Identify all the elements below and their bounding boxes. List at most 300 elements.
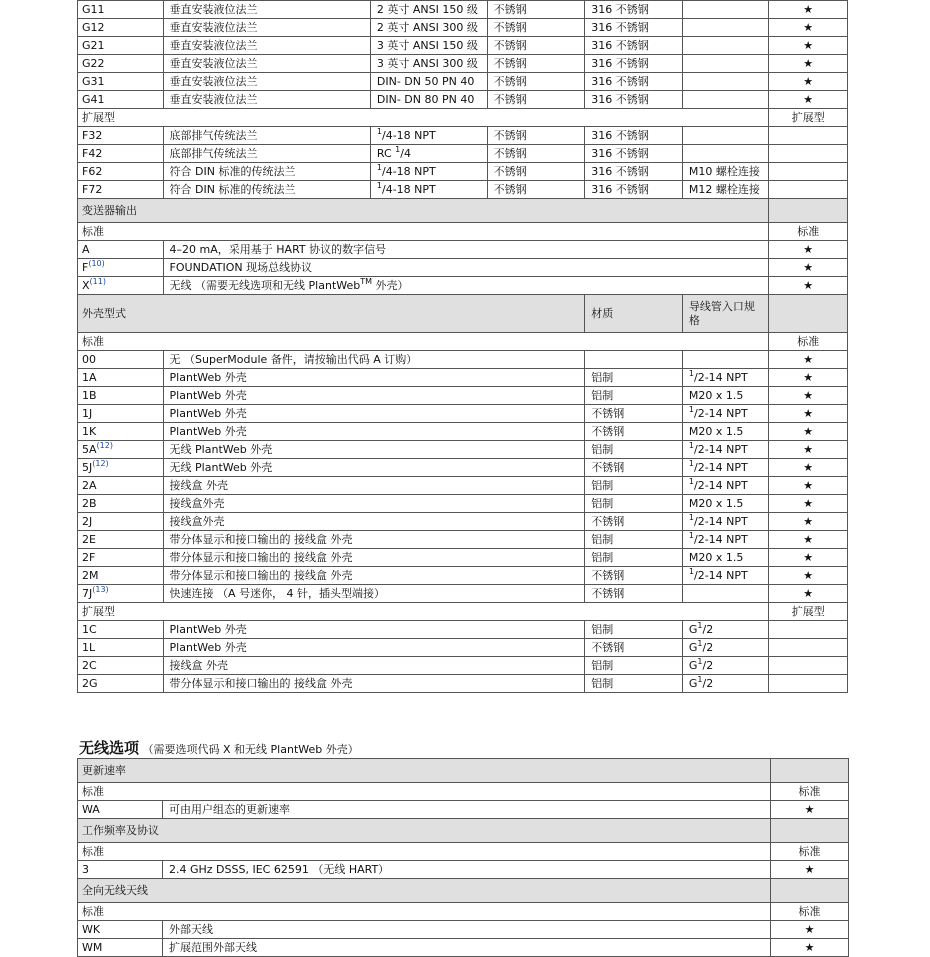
housing-material: 不锈钢 [585,585,683,603]
trademark-sup: TM [360,277,373,286]
wireless-section-title: 工作频率及协议 [78,819,771,843]
bolting-note [682,145,769,163]
option-description: PlantWeb 外壳 [163,621,585,639]
section-header-right [771,819,849,843]
flange-material: 不锈钢 [487,145,585,163]
option-description: PlantWeb 外壳 [163,405,585,423]
section-header-row [78,759,849,783]
option-description: 带分体显示和接口输出的 接线盒 外壳 [163,549,585,567]
wireless-section-title: 更新速率 [78,759,771,783]
flange-material: 不锈钢 [487,1,585,19]
drain-vent-material: 316 不锈钢 [585,37,683,55]
table-row [78,921,849,939]
option-description: 无 （SuperModule 备件，请按输出代码 A 订购） [163,351,585,369]
table-row [78,639,848,657]
table-row [78,163,848,181]
conduit-fraction-numerator: 1 [688,405,694,414]
flange-material: 不锈钢 [487,55,585,73]
housing-material: 不锈钢 [585,639,683,657]
bolting-note: M12 螺栓连接 [682,181,769,199]
wireless-options-heading [79,737,359,759]
standard-star-icon: ★ [769,567,848,585]
standard-star-icon: ★ [769,387,848,405]
option-code [78,531,164,549]
empty-cell [769,181,848,199]
bolting-note: M10 螺栓连接 [682,163,769,181]
option-description: 快速连接 （A 号迷你， 4 针，插头型端接） [163,585,585,603]
conduit-entry [682,369,769,387]
conduit-text: /2-14 NPT [693,515,748,528]
table-row [78,657,848,675]
standard-star-icon: ★ [769,513,848,531]
code-text: A [82,243,90,256]
code-text: 2M [82,569,99,582]
standard-label-row [78,783,849,801]
conduit-entry [682,585,769,603]
standard-label: 标准 [78,333,769,351]
option-description: 垂直安装液位法兰 [163,37,370,55]
standard-star-icon: ★ [769,441,848,459]
conduit-entry [682,567,769,585]
footnote-ref: (10) [88,259,105,268]
code-text: F [82,261,89,274]
drain-vent-material: 316 不锈钢 [585,91,683,109]
option-description: 接线盒 外壳 [163,477,585,495]
option-description: 外部天线 [163,921,771,939]
option-description: 底部排气传统法兰 [163,145,370,163]
table-row [78,91,848,109]
code-text: X [82,279,90,292]
column-header-material: 材质 [585,295,683,333]
conduit-text: /2 [702,641,714,654]
conduit-prefix: G [688,623,698,636]
empty-cell [769,163,848,181]
standard-star-icon: ★ [771,939,849,957]
column-header-conduit: 导线管入口规格 [682,295,769,333]
option-description: 符合 DIN 标准的传统法兰 [163,181,370,199]
table-row [78,369,848,387]
bolting-note [682,73,769,91]
housing-material: 铝制 [585,387,683,405]
empty-cell [769,621,848,639]
code-text: 5J [82,461,93,474]
standard-star-icon: ★ [769,37,848,55]
flange-size: 2 英寸 ANSI 300 级 [370,19,487,37]
conduit-fraction-numerator: 1 [697,675,703,684]
code-text: 5A [82,443,97,456]
section-header-right [769,295,848,333]
standard-star-icon: ★ [769,423,848,441]
option-description: 4–20 mA，采用基于 HART 协议的数字信号 [163,241,769,259]
conduit-text: /2-14 NPT [693,461,748,474]
conduit-prefix: G [688,677,698,690]
drain-vent-material: 316 不锈钢 [585,181,683,199]
option-code: F72 [78,181,164,199]
option-description: 2.4 GHz DSSS, IEC 62591 （无线 HART） [163,861,771,879]
empty-cell [769,127,848,145]
flange-material: 不锈钢 [487,19,585,37]
flange-material: 不锈钢 [487,127,585,145]
standard-label-row [78,333,848,351]
housing-material [585,351,683,369]
option-code [78,549,164,567]
conduit-entry [682,405,769,423]
table-row [78,861,849,879]
option-description: 垂直安装液位法兰 [163,73,370,91]
standard-label-row [78,903,849,921]
bolting-note [682,127,769,145]
option-description: 带分体显示和接口输出的 接线盒 外壳 [163,567,585,585]
code-text: 2F [82,551,96,564]
drain-vent-material: 316 不锈钢 [585,1,683,19]
empty-cell [769,675,848,693]
empty-cell [769,657,848,675]
option-code: WK [78,921,163,939]
housing-material: 铝制 [585,495,683,513]
option-code [78,513,164,531]
main-table [77,0,848,693]
table-row [78,387,848,405]
option-code [78,387,164,405]
standard-label: 标准 [78,783,771,801]
code-text: 1J [82,407,93,420]
code-text: 1A [82,371,97,384]
conduit-entry [682,459,769,477]
bolting-note [682,37,769,55]
standard-label-right: 标准 [769,223,848,241]
option-description: 垂直安装液位法兰 [163,19,370,37]
drain-vent-material: 316 不锈钢 [585,127,683,145]
table-row [78,277,848,295]
standard-label-row [78,223,848,241]
option-description: 垂直安装液位法兰 [163,91,370,109]
option-description: 接线盒 外壳 [163,657,585,675]
conduit-entry [682,477,769,495]
conduit-entry [682,675,769,693]
code-text: 1K [82,425,97,438]
housing-material: 铝制 [585,531,683,549]
housing-material: 铝制 [585,657,683,675]
section-title-housing: 外壳型式 [78,295,585,333]
table-row [78,37,848,55]
option-code [78,259,164,277]
option-description: 垂直安装液位法兰 [163,55,370,73]
table-row [78,423,848,441]
option-code: G21 [78,37,164,55]
section-header-row [78,295,848,333]
option-description: 垂直安装液位法兰 [163,1,370,19]
standard-star-icon: ★ [769,55,848,73]
table-row [78,459,848,477]
footnote-ref: (12) [92,459,109,468]
expanded-label-row [78,603,848,621]
section-header-row [78,199,848,223]
option-code: G41 [78,91,164,109]
desc-text: 无线 （需要无线选项和无线 PlantWeb [169,279,361,292]
table-row [78,19,848,37]
standard-star-icon: ★ [769,73,848,91]
option-code [78,241,164,259]
flange-size: DIN- DN 50 PN 40 [370,73,487,91]
flange-size: 3 英寸 ANSI 150 级 [370,37,487,55]
conduit-text: /2-14 NPT [693,443,748,456]
flange-size: 2 英寸 ANSI 150 级 [370,1,487,19]
empty-cell [769,145,848,163]
standard-star-icon: ★ [771,861,849,879]
option-description: 接线盒外壳 [163,495,585,513]
bolting-note [682,55,769,73]
standard-star-icon: ★ [769,459,848,477]
size-rest: /4-18 NPT [381,183,436,196]
conduit-entry [682,549,769,567]
expanded-label-row [78,109,848,127]
housing-material: 铝制 [585,621,683,639]
conduit-text: /2 [702,677,714,690]
conduit-entry [682,441,769,459]
code-text: 2E [82,533,96,546]
table-row [78,241,848,259]
size-fraction-numerator: 1 [376,181,382,190]
option-code [78,477,164,495]
section-title-output: 变送器输出 [78,199,769,223]
housing-material: 不锈钢 [585,423,683,441]
option-code [78,459,164,477]
standard-star-icon: ★ [771,921,849,939]
bolting-note [682,1,769,19]
conduit-fraction-numerator: 1 [688,513,694,522]
drain-vent-material: 316 不锈钢 [585,19,683,37]
standard-star-icon: ★ [769,91,848,109]
option-description: 底部排气传统法兰 [163,127,370,145]
flange-material: 不锈钢 [487,163,585,181]
standard-label-right: 标准 [771,783,849,801]
option-code: G31 [78,73,164,91]
option-code: 2C [78,657,164,675]
conduit-prefix: G [688,641,698,654]
table-row [78,495,848,513]
option-code: 1C [78,621,164,639]
flange-material: 不锈钢 [487,181,585,199]
code-text: 1B [82,389,97,402]
conduit-fraction-numerator: 1 [688,441,694,450]
flange-material: 不锈钢 [487,91,585,109]
table-row [78,585,848,603]
conduit-fraction-numerator: 1 [697,639,703,648]
standard-label: 标准 [78,843,771,861]
option-code [78,405,164,423]
conduit-text: M20 x 1.5 [688,551,744,564]
option-description: 可由用户组态的更新速率 [163,801,771,819]
wireless-title: 无线选项 [79,739,140,757]
conduit-entry [682,513,769,531]
flange-size: DIN- DN 80 PN 40 [370,91,487,109]
table-row [78,441,848,459]
size-prefix: RC [376,147,396,160]
expanded-label-right: 扩展型 [769,109,848,127]
standard-star-icon: ★ [769,585,848,603]
code-text: 2A [82,479,97,492]
wireless-section-title: 全向无线天线 [78,879,771,903]
housing-material: 铝制 [585,369,683,387]
footnote-ref: (12) [96,441,113,450]
option-description: 无线 PlantWeb 外壳 [163,459,585,477]
footnote-ref: (11) [89,277,106,286]
section-header-right [771,879,849,903]
table-row [78,939,849,957]
conduit-entry [682,351,769,369]
standard-star-icon: ★ [769,1,848,19]
conduit-text: /2-14 NPT [693,407,748,420]
flange-size [370,181,487,199]
table-row [78,567,848,585]
option-description: PlantWeb 外壳 [163,639,585,657]
option-description: 符合 DIN 标准的传统法兰 [163,163,370,181]
option-code: WA [78,801,163,819]
conduit-prefix: G [688,659,698,672]
size-rest: /4-18 NPT [381,129,436,142]
option-description: 带分体显示和接口输出的 接线盒 外壳 [163,675,585,693]
option-code [78,441,164,459]
option-description: 扩展范围外部天线 [163,939,771,957]
standard-star-icon: ★ [769,277,848,295]
option-code [78,423,164,441]
standard-label: 标准 [78,903,771,921]
standard-star-icon: ★ [769,351,848,369]
table-row [78,531,848,549]
code-text: 00 [82,353,96,366]
conduit-entry [682,639,769,657]
standard-star-icon: ★ [769,369,848,387]
table-row [78,351,848,369]
section-header-right [769,199,848,223]
code-text: 7J [82,587,93,600]
flange-material: 不锈钢 [487,73,585,91]
conduit-entry [682,495,769,513]
table-row [78,549,848,567]
conduit-text: /2-14 NPT [693,479,748,492]
table-row [78,405,848,423]
option-code [78,495,164,513]
housing-material: 铝制 [585,441,683,459]
option-code: F32 [78,127,164,145]
standard-label-row [78,843,849,861]
option-code: F62 [78,163,164,181]
standard-label-right: 标准 [771,843,849,861]
empty-cell [769,639,848,657]
standard-star-icon: ★ [769,495,848,513]
conduit-fraction-numerator: 1 [688,459,694,468]
expanded-label: 扩展型 [78,109,769,127]
option-code [78,351,164,369]
option-code [78,369,164,387]
standard-star-icon: ★ [769,549,848,567]
table-row [78,55,848,73]
expanded-label-right: 扩展型 [769,603,848,621]
housing-material: 铝制 [585,675,683,693]
drain-vent-material: 316 不锈钢 [585,55,683,73]
option-code: 2G [78,675,164,693]
conduit-text: /2-14 NPT [693,371,748,384]
code-text: 2B [82,497,97,510]
standard-star-icon: ★ [769,531,848,549]
conduit-entry [682,621,769,639]
drain-vent-material: 316 不锈钢 [585,73,683,91]
conduit-fraction-numerator: 1 [697,621,703,630]
wireless-subtitle: （需要选项代码 X 和无线 PlantWeb 外壳） [142,743,359,756]
conduit-entry [682,657,769,675]
conduit-entry [682,387,769,405]
option-code: G11 [78,1,164,19]
table-row [78,1,848,19]
option-code: 1L [78,639,164,657]
wireless-table [77,758,849,957]
flange-size [370,145,487,163]
option-code: 3 [78,861,163,879]
table-row [78,801,849,819]
conduit-fraction-numerator: 1 [688,567,694,576]
size-fraction-numerator: 1 [376,127,382,136]
conduit-fraction-numerator: 1 [688,531,694,540]
option-code [78,277,164,295]
flange-size: 3 英寸 ANSI 300 级 [370,55,487,73]
bolting-note [682,91,769,109]
table-row [78,73,848,91]
size-fraction-numerator: 1 [395,145,401,154]
flange-material: 不锈钢 [487,37,585,55]
conduit-fraction-numerator: 1 [697,657,703,666]
flange-size [370,163,487,181]
section-header-right [771,759,849,783]
option-code: WM [78,939,163,957]
section-header-row [78,879,849,903]
table-row [78,675,848,693]
table-row [78,477,848,495]
conduit-text: /2-14 NPT [693,569,748,582]
table-row [78,259,848,277]
desc-text-end: 外壳） [372,279,409,292]
table-row [78,145,848,163]
option-code: F42 [78,145,164,163]
size-fraction-numerator: 1 [376,163,382,172]
standard-star-icon: ★ [771,801,849,819]
conduit-entry [682,531,769,549]
option-description: PlantWeb 外壳 [163,423,585,441]
option-description: 接线盒外壳 [163,513,585,531]
conduit-fraction-numerator: 1 [688,477,694,486]
standard-star-icon: ★ [769,241,848,259]
conduit-text: M20 x 1.5 [688,497,744,510]
conduit-fraction-numerator: 1 [688,369,694,378]
standard-label: 标准 [78,223,769,241]
footnote-ref: (13) [92,585,109,594]
conduit-text: /2-14 NPT [693,533,748,546]
expanded-label: 扩展型 [78,603,769,621]
option-description: PlantWeb 外壳 [163,369,585,387]
conduit-text: M20 x 1.5 [688,389,744,402]
option-description: FOUNDATION 现场总线协议 [163,259,769,277]
table-row [78,513,848,531]
standard-label-right: 标准 [769,333,848,351]
option-code: G22 [78,55,164,73]
option-code: G12 [78,19,164,37]
housing-material: 铝制 [585,549,683,567]
standard-star-icon: ★ [769,19,848,37]
standard-star-icon: ★ [769,405,848,423]
option-description: 无线 PlantWeb 外壳 [163,441,585,459]
size-rest: /4 [400,147,411,160]
option-description: PlantWeb 外壳 [163,387,585,405]
option-code [78,567,164,585]
